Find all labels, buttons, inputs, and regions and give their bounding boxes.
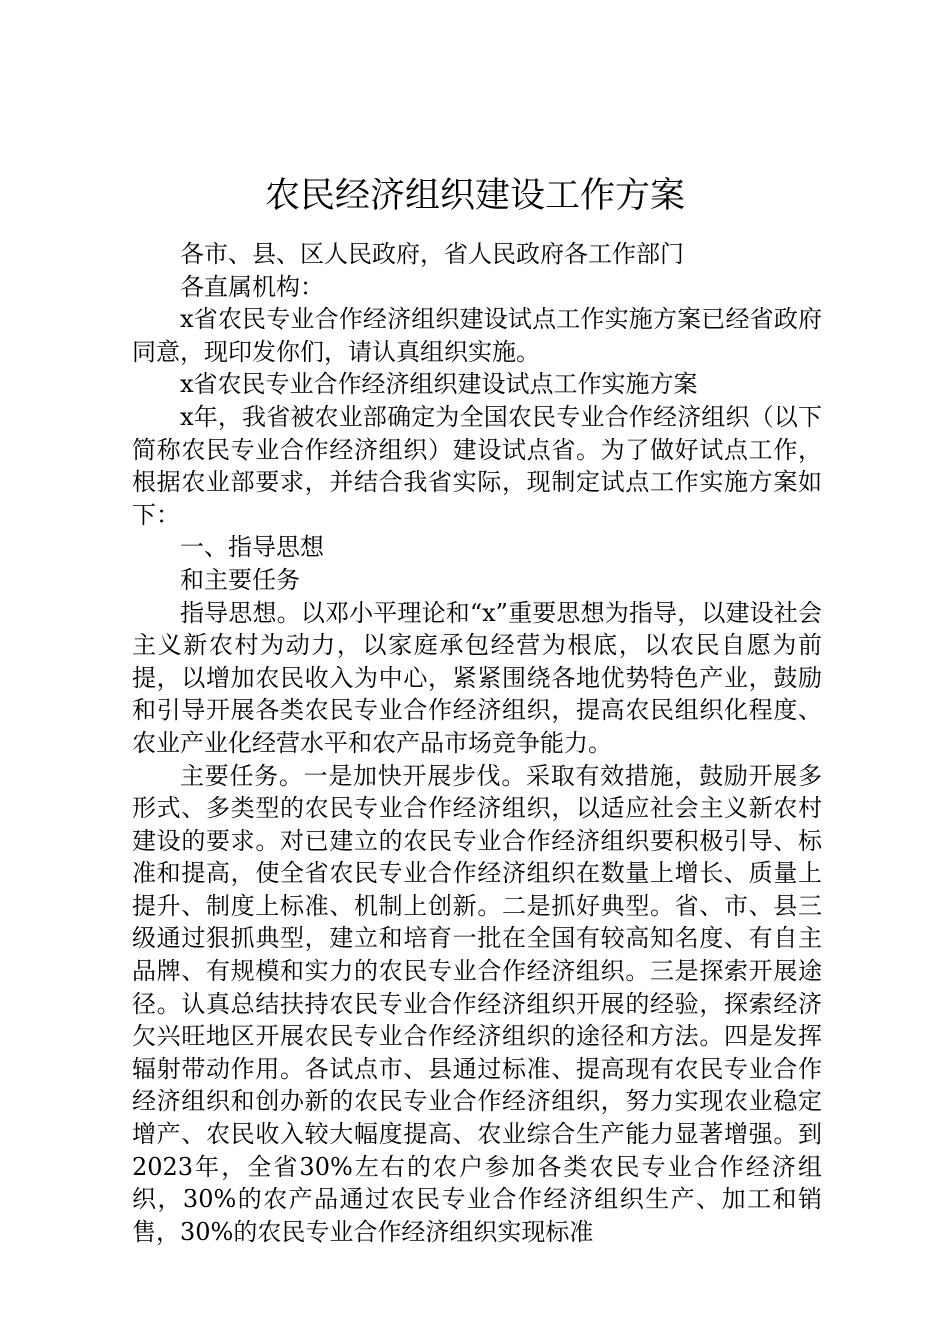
addressee-line: 各市、县、区人民政府，省人民政府各工作部门 <box>180 240 684 268</box>
section-heading-continued: 和主要任务 <box>180 565 300 594</box>
document-body <box>132 238 822 1248</box>
section-heading: 一、指导思想 <box>180 533 324 562</box>
guiding-thought-paragraph: 指导思想。以邓小平理论和“x”重要思想为指导，以建设社会主义新农村为动力，以家庭承包经营为根底，以农民自愿为前提，以增加农民收入为中心，紧紧围绕各地优势特色产业，鼓励和引导开展各类农民专业合作经济组织，提高农民组织化程度、农业产业化经营水平和农产品市场竞争能力。 <box>132 598 822 757</box>
plan-title-line: x省农民专业合作经济组织建设试点工作实施方案 <box>180 370 698 399</box>
main-tasks-paragraph: 主要任务。一是加快开展步伐。采取有效措施，鼓励开展多形式、多类型的农民专业合作经济组织，以适应社会主义新农村建设的要求。对已建立的农民专业合作经济组织要积极引导、标准和提高，使全省农民专业合作经济组织在数量上增长、质量上提升、制度上标准、机制上创新。二是抓好典型。省、市、县三级通过狠抓典型，建立和培育一批在全国有较高知名度、有自主品牌、有规模和实力的农民专业合作经济组织。三是探索开展途径。认真总结扶持农民专业合作经济组织开展的经验，探索经济欠兴旺地区开展农民专业合作经济组织的途径和方法。四是发挥辐射带动作用。各试点市、县通过标准、提高现有农民专业合作经济组织和创办新的农民专业合作经济组织，努力实现农业稳定增产、农民收入较大幅度提高、农业综合生产能力显著增强。到2023年，全省30%左右的农户参加各类农民专业合作经济组织，30%的农产品通过农民专业合作经济组织生产、加工和销售，30%的农民专业合作经济组织实现标准 <box>132 761 822 1246</box>
intro-paragraph: x年，我省被农业部确定为全国农民专业合作经济组织（以下简称农民专业合作经济组织）建设试点省。为了做好试点工作，根据农业部要求，并结合我省实际，现制定试点工作实施方案如下： <box>132 402 822 529</box>
document-title: 农民经济组织建设工作方案 <box>264 176 685 216</box>
addressee-line-2: 各直属机构： <box>180 272 324 301</box>
notice-paragraph: x省农民专业合作经济组织建设试点工作实施方案已经省政府同意，现印发你们，请认真组织实施。 <box>132 305 822 366</box>
